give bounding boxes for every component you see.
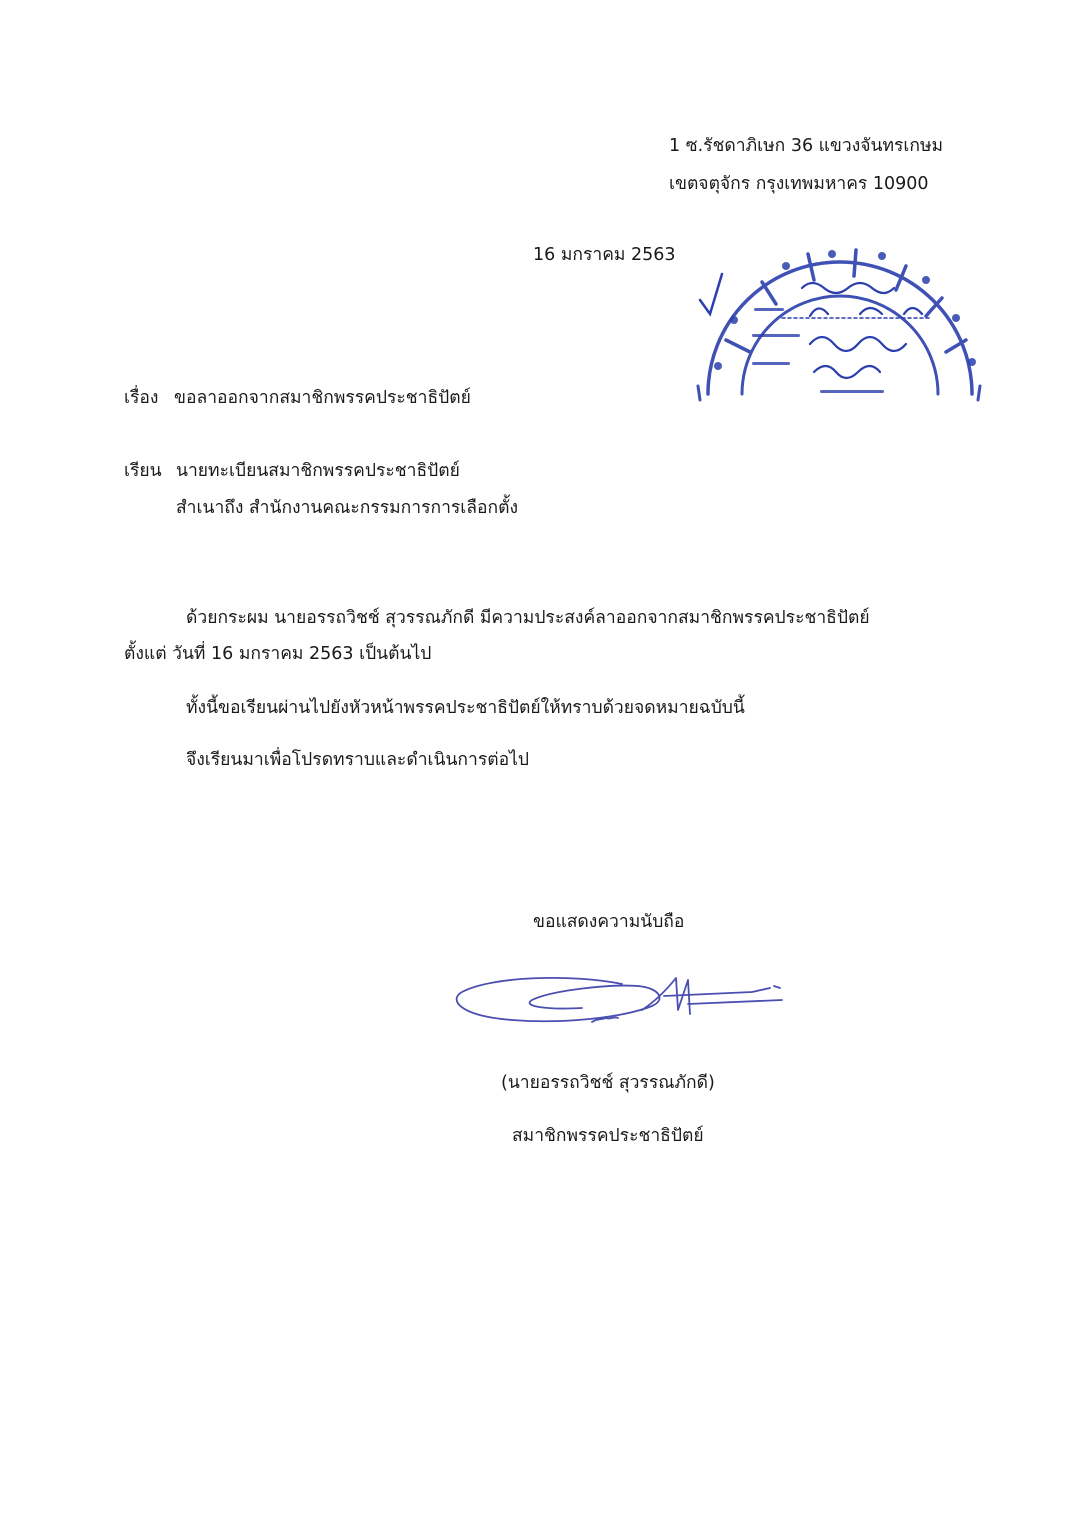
- letter-date: 16 มกราคม 2563: [533, 245, 676, 265]
- body-paragraph-1-line-2: ตั้งแต่ วันที่ 16 มกราคม 2563 เป็นต้นไป: [124, 644, 432, 664]
- subject-text: ขอลาออกจากสมาชิกพรรคประชาธิปัตย์: [174, 388, 471, 408]
- received-stamp: [690, 236, 990, 406]
- body-paragraph-2: ทั้งนี้ขอเรียนผ่านไปยังหัวหน้าพรรคประชาธิปัตย์ให้ทราบด้วยจดหมายฉบับนี้: [186, 698, 745, 718]
- handwritten-signature: [452, 970, 797, 1040]
- recipient-cc: สำเนาถึง สำนักงานคณะกรรมการการเลือกตั้ง: [176, 498, 519, 518]
- body-paragraph-3: จึงเรียนมาเพื่อโปรดทราบและดำเนินการต่อไป: [186, 750, 530, 770]
- closing: ขอแสดงความนับถือ: [533, 912, 685, 932]
- signer-name: (นายอรรถวิชช์ สุวรรณภักดี): [501, 1073, 715, 1093]
- signer-title: สมาชิกพรรคประชาธิปัตย์: [512, 1126, 704, 1146]
- recipient-text: นายทะเบียนสมาชิกพรรคประชาธิปัตย์: [176, 461, 460, 481]
- body-paragraph-1-line-1: ด้วยกระผม นายอรรถวิชช์ สุวรรณภักดี มีความประสงค์ลาออกจากสมาชิกพรรคประชาธิปัตย์: [186, 608, 870, 628]
- sender-address-line1: 1 ซ.รัชดาภิเษก 36 แขวงจันทรเกษม: [669, 136, 944, 156]
- recipient-label: เรียน: [124, 461, 162, 481]
- sender-address-line2: เขตจตุจักร กรุงเทพมหาคร 10900: [669, 174, 929, 194]
- subject-label: เรื่อง: [124, 388, 159, 408]
